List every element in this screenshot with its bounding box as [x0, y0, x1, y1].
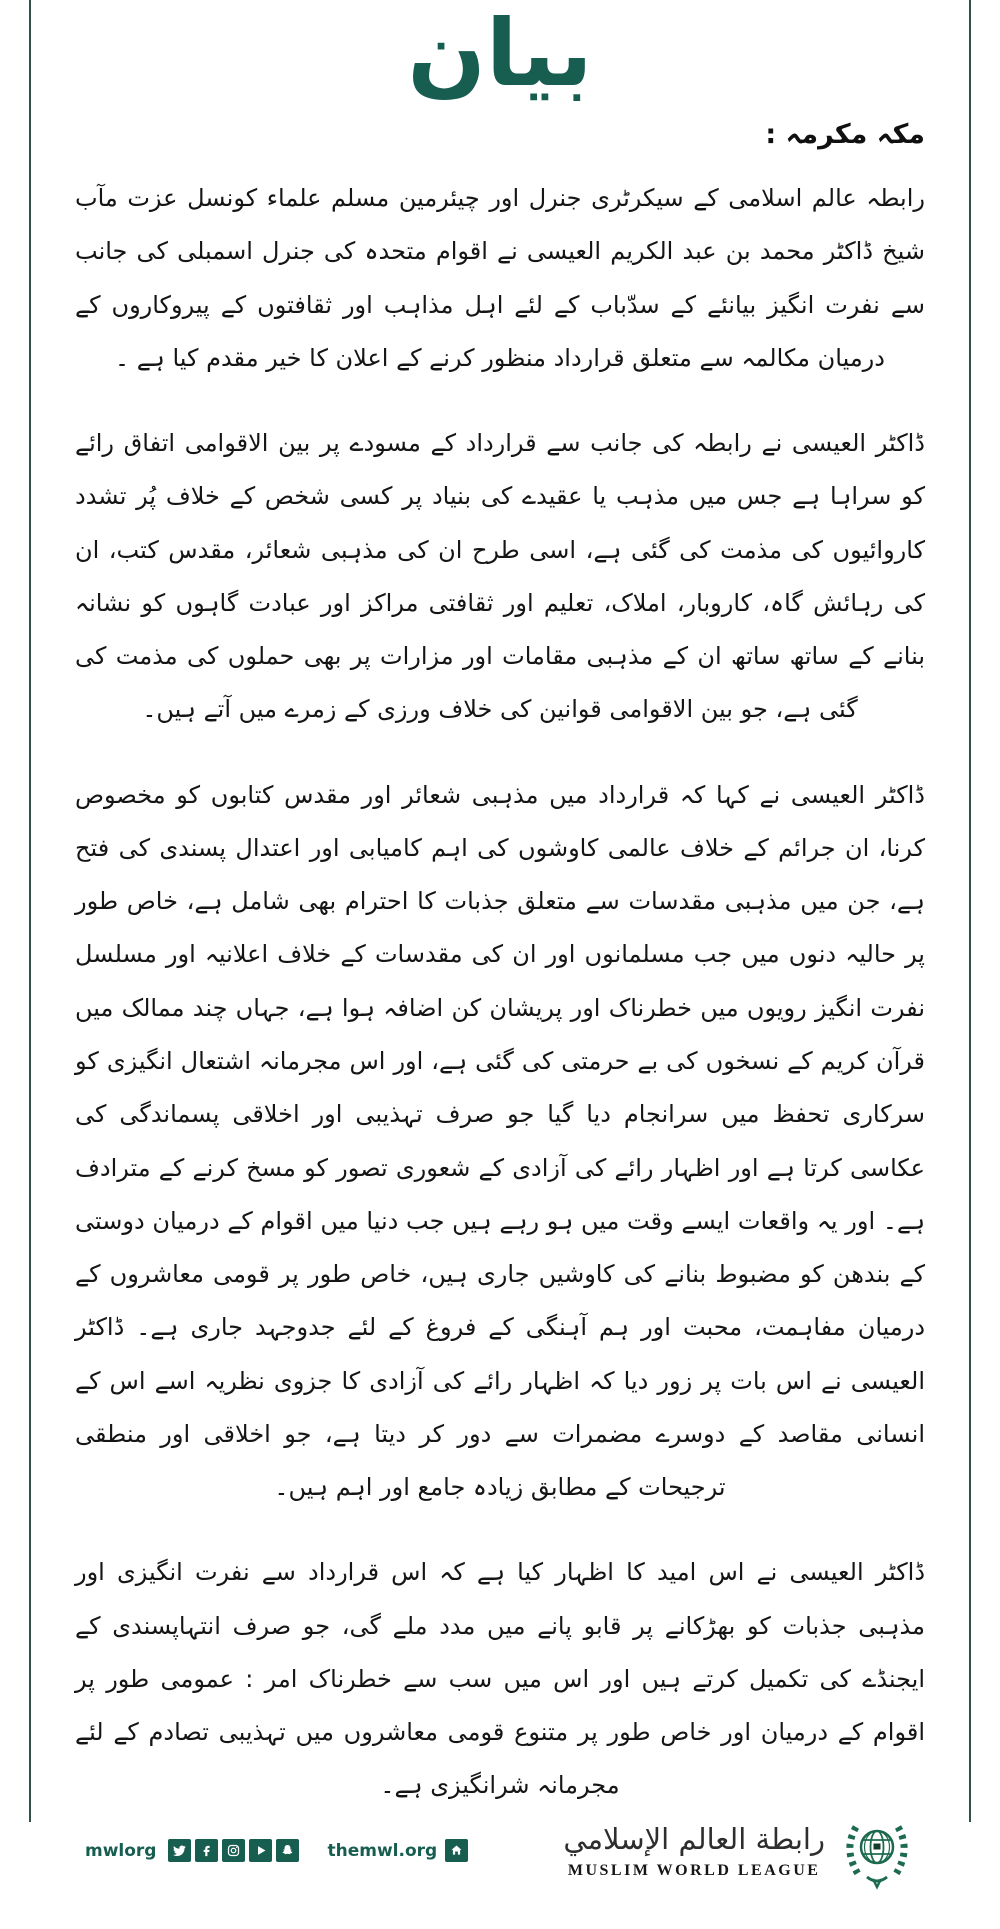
dateline-makkah: مکہ مکرمہ :: [765, 119, 925, 151]
social-row: [85, 1839, 472, 1862]
snapchat-icon[interactable]: [276, 1839, 299, 1862]
website-link[interactable]: themwl.org: [327, 1840, 438, 1861]
facebook-icon[interactable]: [195, 1839, 218, 1862]
right-edge-rule: [969, 0, 971, 1822]
footer: [75, 1813, 925, 1929]
page-title: بیان: [407, 0, 593, 107]
instagram-icon[interactable]: [222, 1839, 245, 1862]
paragraph-text: ڈاکٹر العیسی نے رابطہ کی جانب سے قرارداد کے مسودے پر بین الاقوامی اتفاق رائے کو سراہا ہے جس میں مذہب یا عقیدے کی بنیاد پر کسی شخص کے خلاف پُر تشدد کاروائیوں کی مذمت کی گئی ہے، اسی طرح ان کی مذہبی شعائر، مقدس کتب، ان کی رہائش گاہ، کاروبار، املاک، تعلیم اور ثقافتی مراکز اور عبادت گاہوں کو نشانہ بنانے کے ساتھ ساتھ ان کے مذہبی مقامات اور مزارات پر بھی حملوں کی مذمت کی گئی ہے، جو بین الاقوامی قوانین کی خلاف ورزی کے زمرے میں آتے ہیں۔: [75, 429, 925, 724]
mwl-logo: [563, 1813, 915, 1889]
social-handle: mwlorg: [85, 1840, 157, 1861]
mwl-emblem-icon: [839, 1813, 915, 1889]
home-icon[interactable]: [445, 1839, 468, 1862]
youtube-icon[interactable]: [249, 1839, 272, 1862]
mwl-logo-text: [563, 1822, 825, 1880]
paragraph-text: رابطہ عالم اسلامی کے سیکرٹری جنرل اور چیئرمین مسلم علماء کونسل عزت مآب شیخ ڈاکٹر محمد بن عبد الکریم العیسی نے اقوام متحدہ کی جنرل اسمبلی کی جانب سے نفرت انگیز بیانئے کے سدّباب کے لئے اہل مذاہب اور ثقافتوں کے پیروکاروں کے درمیان مکالمہ سے متعلق قرارداد منظور کرنے کے اعلان کا خیر مقدم کیا ہے ۔: [75, 184, 925, 372]
mwl-english-name: MUSLIM WORLD LEAGUE: [567, 1861, 821, 1879]
content-column: [31, 0, 969, 1879]
paragraph-text: ڈاکٹر العیسی نے اس امید کا اظہار کیا ہے کہ اس قرارداد سے نفرت انگیزی اور مذہبی جذبات کو بھڑکانے پر قابو پانے میں مدد ملے گی، جو صرف انتہاپسندی کے ایجنڈے کی تکمیل کرتے ہیں اور اس میں سب سے خطرناک امر : عمومی طور پر اقوام کے درمیان اور خاص طور پر متنوع قومی معاشروں میں تہذیبی تصادم کے لئے مجرمانہ شرانگیزی ہے۔: [75, 1558, 925, 1800]
paragraph-text: ڈاکٹر العیسی نے کہا کہ قرارداد میں مذہبی شعائر اور مقدس کتابوں کو مخصوص کرنا، ان جرائم کے خلاف عالمی کاوشوں کی اہم کامیابی اور اعتدال پسندی کی فتح ہے، جن میں مذہبی مقدسات سے متعلق جذبات کا احترام بھی شامل ہے، خاص طور پر حالیہ دنوں میں جب مسلمانوں اور ان کی مقدسات کے خلاف اعلانیہ اور مسلسل نفرت انگیز رویوں میں خطرناک اور پریشان کن اضافہ ہوا ہے، جہاں چند ممالک میں قرآن کریم کے نسخوں کی بے حرمتی کی گئی ہے، اور اس مجرمانہ اشتعال انگیزی کو سرکاری تحفظ میں سرانجام دیا گیا جو صرف تہذیبی اور اخلاقی پسماندگی کی عکاسی کرتا ہے اور اظہار رائے کی آزادی کے شعوری تصور کو مسخ کرنے کے مترادف ہے۔ اور یہ واقعات ایسے وقت میں ہو رہے ہیں جب دنیا میں اقوام کے درمیان دوستی کے بندھن کو مضبوط بنانے کی کاوشیں جاری ہیں، خاص طور پر قومی معاشروں کے درمیان مفاہمت، محبت اور ہم آہنگی کے فروغ کے لئے جدوجہد جاری ہے۔ ڈاکٹر العیسی نے اس بات پر زور دیا کہ اظہار رائے کی آزادی کا جزوی نظریہ اسے اس کے انسانی مقاصد کے دوسرے مضمرات سے دور کر دیتا ہے، جو اخلاقی اور منطقی ترجیحات کے مطابق زیادہ جامع اور اہم ہیں۔: [75, 780, 925, 1502]
twitter-icon[interactable]: [168, 1839, 191, 1862]
mwl-arabic-name: رابطة العالم الإسلامي: [563, 1821, 825, 1856]
